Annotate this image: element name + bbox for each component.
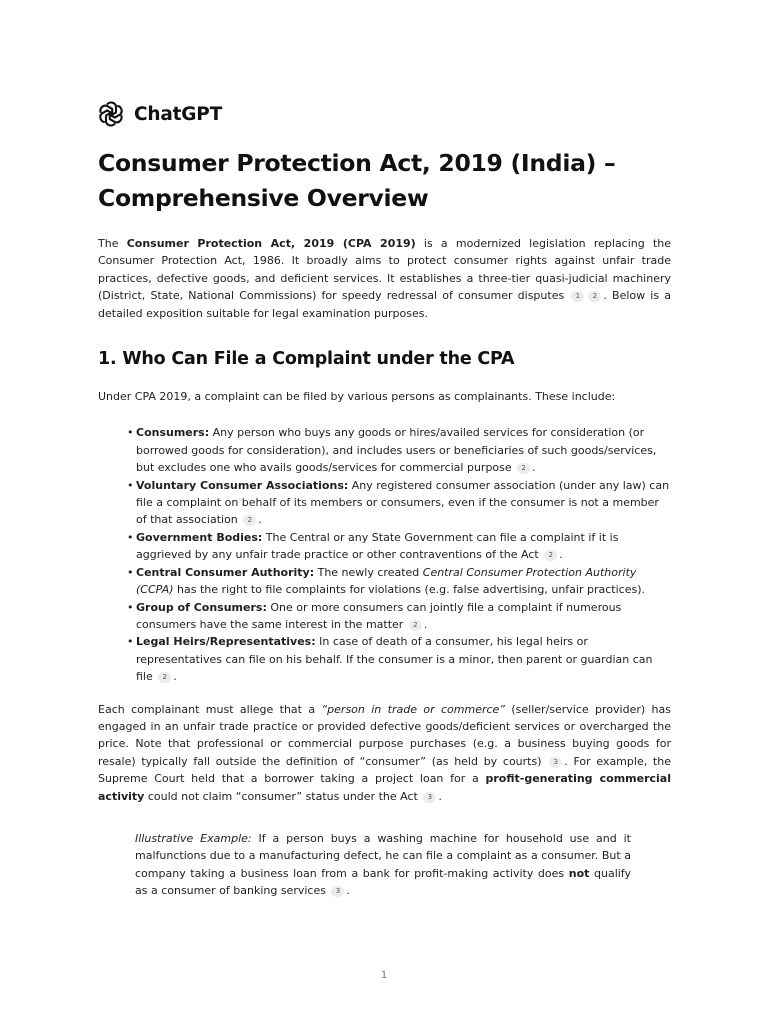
page-number: 1 [380,970,388,981]
citation-badge[interactable]: 2 [517,463,530,474]
section-lead: Under CPA 2019, a complaint can be filed by various persons as complainants. These include: [98,390,616,404]
brand-header [98,100,671,128]
citation-badge[interactable]: 3 [549,757,562,768]
citation-badge[interactable]: 3 [423,792,436,803]
citation-badge[interactable]: 3 [331,886,344,897]
list-item: • Voluntary Consumer Associations: Any registered consumer association (under any law) can file a complaint on behalf of its members or consumers, even if the consumer is not a member of that association 2 . [127,477,671,529]
document-title: Consumer Protection Act, 2019 (India) – Comprehensive Overview [98,149,616,212]
list-item: • Consumers: Any person who buys any goods or hires/availed services for consideration (or borrowed goods for consideration), and includes users or beneficiaries of such goods/services, but excludes one who avails goods/services for commercial purpose 2 . [127,424,671,476]
list-item: • Government Bodies: The Central or any State Government can file a complaint if it is aggrieved by any unfair trade practice or other contraventions of the Act 2 . [127,529,671,564]
citation-badge[interactable]: 2 [544,550,557,561]
intro-paragraph: The Consumer Protection Act, 2019 (CPA 2019) is a modernized legislation replacing the Consumer Protection Act, 1986. It broadly aims to protect consumer rights against unfair trade practices, defective goods, and deficient services. It establishes a three-tier quasi-judicial machinery (District, State, National Commissions) for speedy redressal of consumer disputes 1 2 . Below is a detailed exposition suitable for legal examination purposes. [98,237,672,320]
complainant-list [98,424,671,685]
citation-badge[interactable]: 1 [571,291,584,302]
example-text: Illustrative Example: If a person buys a washing machine for household use and it malfunctions due to a manufacturing defect, he can file a complaint as a consumer. But a company taking a business loan from a bank for profit-making activity does not qualify as a consumer of banking services 3 . [135,831,631,898]
document-page [98,100,671,900]
section-heading: 1. Who Can File a Complaint under the CPA [98,349,515,370]
list-item: • Central Consumer Authority: The newly created Central Consumer Protection Authority (CCPA) has the right to file complaints for violations (e.g. false advertising, unfair practices). [127,564,671,599]
illustrative-example [135,830,631,900]
citation-badge[interactable]: 2 [588,291,601,302]
openai-logo-icon [98,101,124,127]
citation-badge[interactable]: 2 [243,515,256,526]
list-item: • Legal Heirs/Representatives: In case of death of a consumer, his legal heirs or representatives can file on his behalf. If the consumer is a minor, then parent or guardian can file 2 . [127,633,671,685]
list-item: • Group of Consumers: One or more consumers can jointly file a complaint if numerous consumers have the same interest in the matter 2 . [127,599,671,634]
citation-badge[interactable]: 2 [409,620,422,631]
act-name: Consumer Protection Act, 2019 (CPA 2019) [126,237,416,250]
citation-badge[interactable]: 2 [158,672,171,683]
allegation-paragraph: Each complainant must allege that a “person in trade or commerce” (seller/service provider) has engaged in an unfair trade practice or provided defective goods/deficient services or overcharged the price. Note that professional or commercial purpose purchases (e.g. a business buying goods for resale) typically fall outside the definition of “consumer” (as held by courts) 3 . For example, the Supreme Court held that a borrower taking a project loan for a profit-generating commercial activity could not claim “consumer” status under the Act 3 . [98,702,671,803]
brand-name: ChatGPT [134,103,223,125]
